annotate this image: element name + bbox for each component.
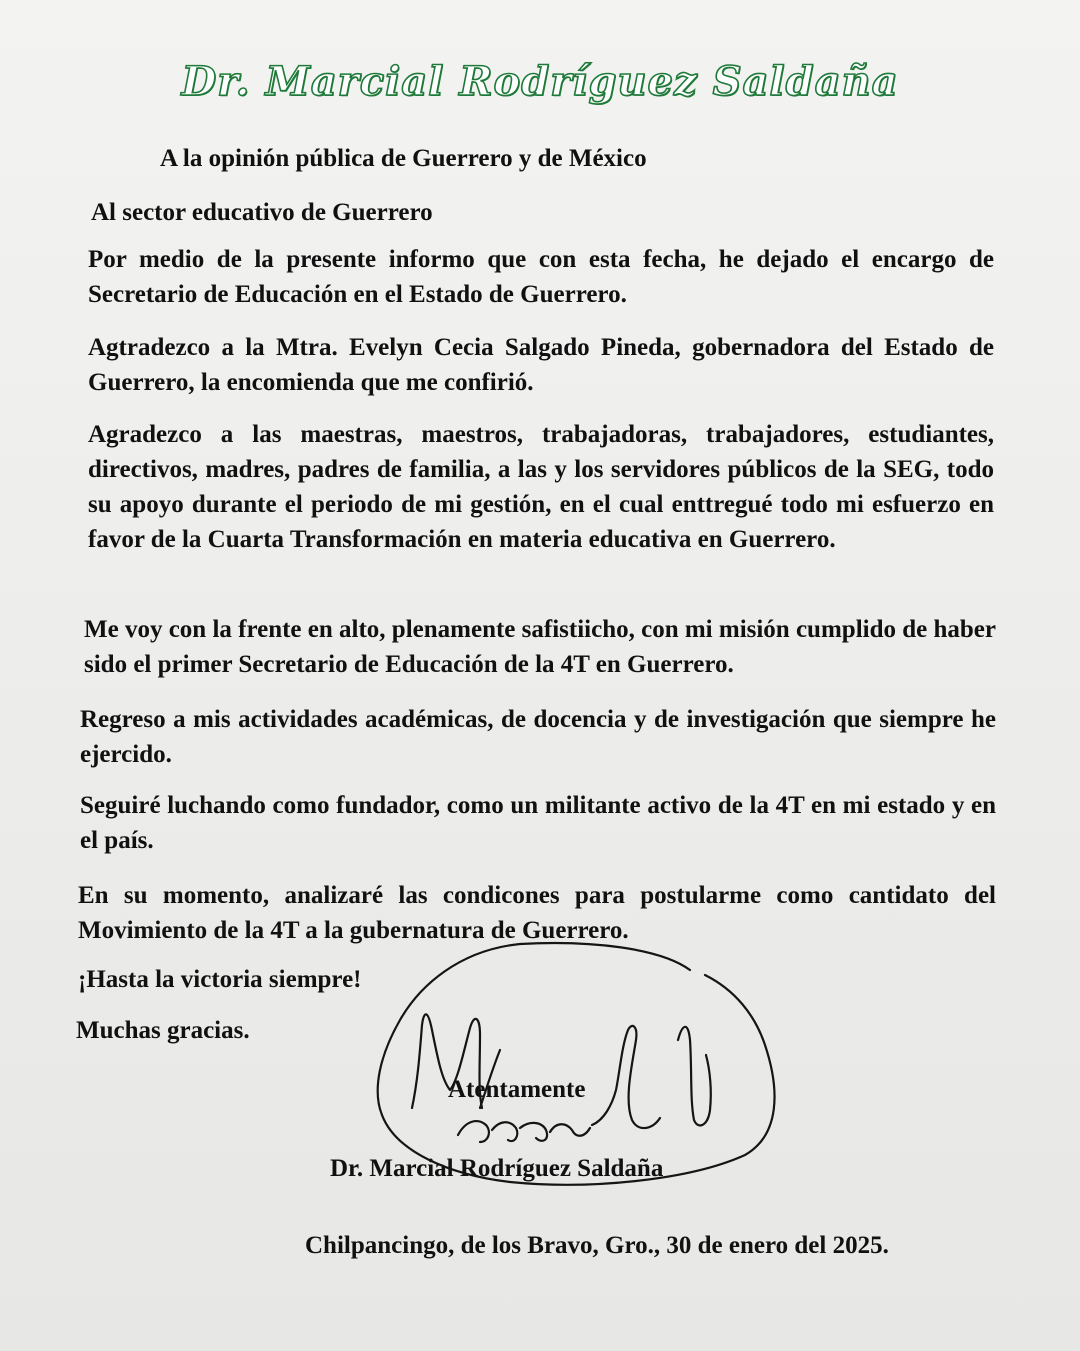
- paragraph-thanks-community: Agradezco a las maestras, maestros, trabajadoras, trabajadores, estudiantes, directivos, madres, padres de familia, a las y los servidores públicos de la SEG, todo su apoyo durante el periodo de mi gestión, en el cual enttregué todo mi esfuerzo en favor de la Cuarta Transformación en materia educativa en Guerrero.: [88, 421, 994, 553]
- closing-thanks: Muchas gracias.: [76, 1017, 250, 1044]
- paragraph-thanks-governor: Agtradezco a la Mtra. Evelyn Cecia Salgado Pineda, gobernadora del Estado de Guerrero, la encomienda que me confirió.: [88, 334, 994, 396]
- signer-name: Dr. Marcial Rodríguez Saldaña: [330, 1155, 664, 1182]
- letterhead-name: Dr. Marcial Rodríguez Saldaña: [181, 58, 899, 105]
- paragraph-militancy: Seguiré luchando como fundador, como un militante activo de la 4T en mi estado y en el país.: [80, 792, 996, 854]
- valediction: Atentamente: [448, 1076, 586, 1103]
- paragraph-candidacy: En su momento, analizaré las condicones para postularme como cantidato del Movimiento de la 4T a la gubernatura de Guerrero.: [78, 882, 996, 944]
- paragraph-resignation: Por medio de la presente informo que con esta fecha, he dejado el encargo de Secretario de Educación en el Estado de Guerrero.: [88, 246, 994, 308]
- greeting-education-sector: Al sector educativo de Guerrero: [91, 199, 433, 226]
- paragraph-mission: Me voy con la frente en alto, plenamente safistiicho, con mi misión cumplido de haber sido el primer Secretario de Educación de la 4T en Guerrero.: [84, 616, 996, 678]
- greeting-public: A la opinión pública de Guerrero y de México: [160, 145, 647, 172]
- place-and-date: Chilpancingo, de los Bravo, Gro., 30 de enero del 2025.: [305, 1232, 889, 1259]
- closing-slogan: ¡Hasta la victoria siempre!: [78, 966, 362, 993]
- paragraph-academic-return: Regreso a mis actividades académicas, de docencia y de investigación que siempre he ejercido.: [80, 706, 996, 768]
